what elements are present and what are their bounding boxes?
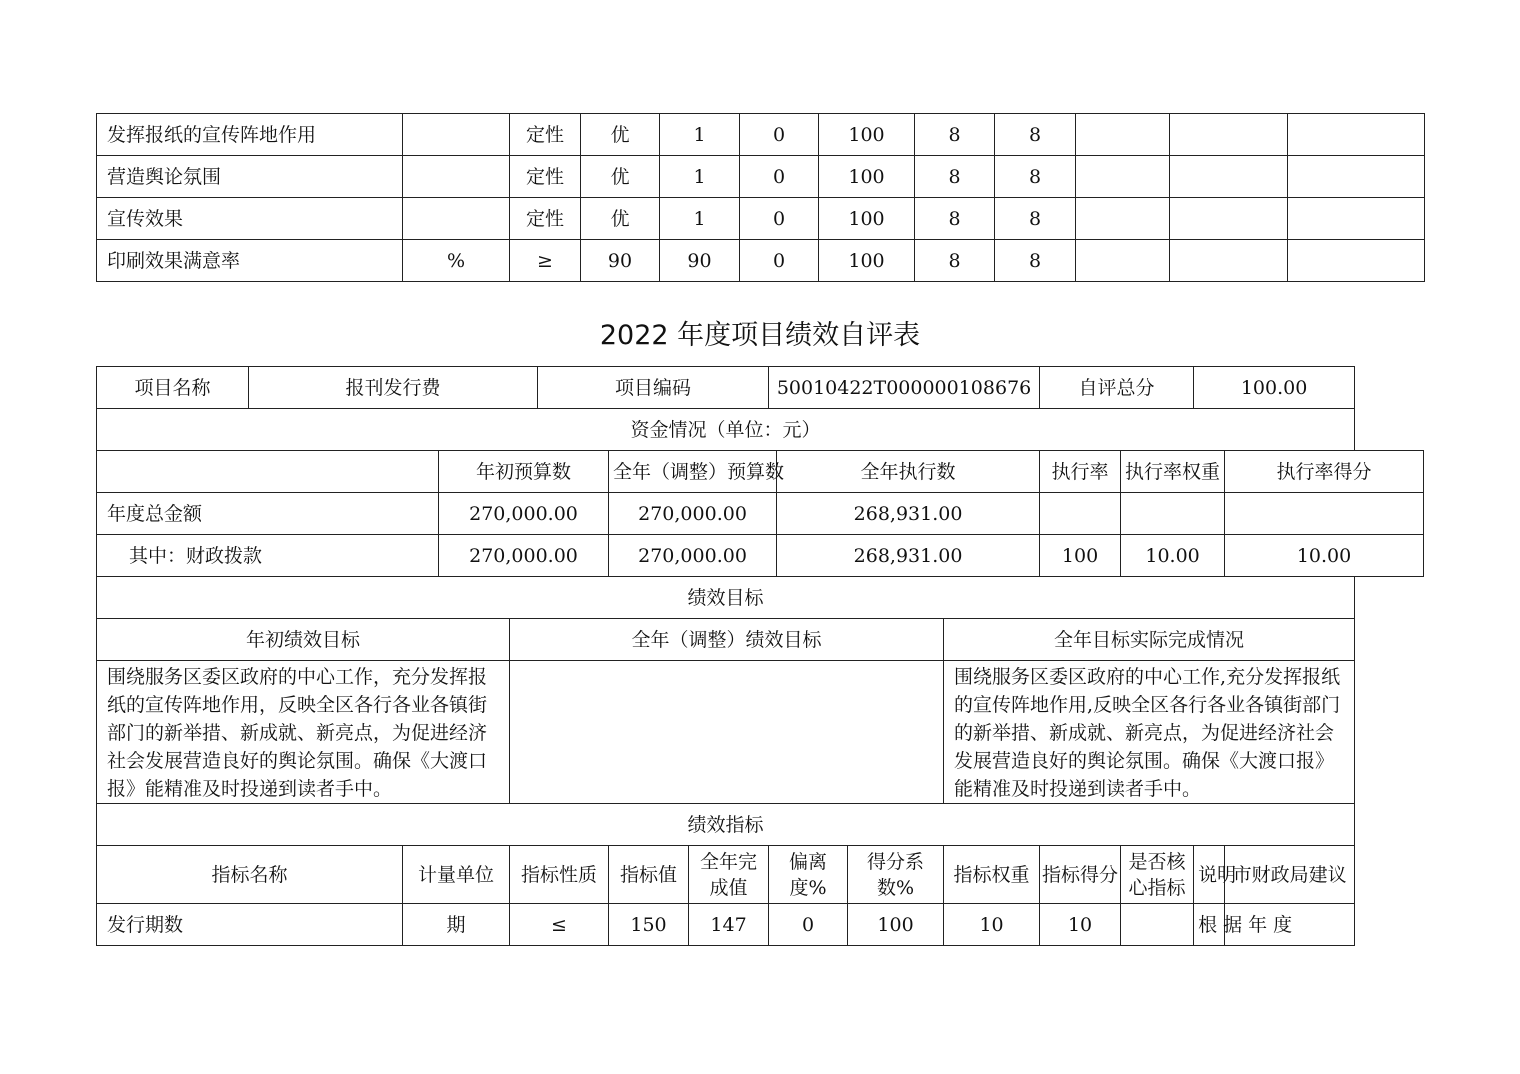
ind-header-unit: 计量单位 [403,846,510,904]
top-cell-unit [403,156,510,198]
funds-fiscal-rate-score: 10.00 [1225,535,1424,577]
top-cell-advice [1288,198,1425,240]
project-code-value: 50010422T000000108676 [769,367,1040,409]
goals-header-row [97,619,1424,661]
top-cell-unit [403,198,510,240]
goals-text-row [97,661,1424,804]
ind-header-completed: 全年完成值 [689,846,769,904]
funds-fiscal-rate-weight: 10.00 [1121,535,1225,577]
ind-header-coef: 得分系数% [848,846,944,904]
top-cell-coef: 100 [819,198,915,240]
ind-row-coef: 100 [848,904,944,946]
ind-header-name: 指标名称 [97,846,403,904]
page-title: 2022 年度项目绩效自评表 [599,320,921,351]
top-cell-note [1170,156,1288,198]
top-cell-advice [1288,156,1425,198]
funds-header-initial: 年初预算数 [439,451,609,493]
ind-row-nature: ≤ [510,904,609,946]
ind-header-note: 说明 [1194,846,1225,904]
project-row [97,367,1424,409]
top-cell-coef: 100 [819,240,915,282]
funds-fiscal-row [97,535,1424,577]
goals-section-label: 绩效目标 [97,577,1355,619]
funds-header-rate-weight: 执行率权重 [1121,451,1225,493]
table-row [97,240,1425,282]
ind-row-unit: 期 [403,904,510,946]
project-code-label: 项目编码 [538,367,769,409]
funds-fiscal-executed: 268,931.00 [777,535,1040,577]
top-cell-note [1170,114,1288,156]
funds-total-row [97,493,1424,535]
top-cell-coef: 100 [819,156,915,198]
funds-header-blank [97,451,439,493]
goals-initial-label: 年初绩效目标 [97,619,510,661]
top-cell-weight: 8 [915,240,995,282]
performance-table [96,366,1424,946]
top-cell-deviation: 0 [740,240,819,282]
top-cell-advice [1288,114,1425,156]
top-cell-core [1076,198,1170,240]
funds-header-row [97,451,1424,493]
top-cell-weight: 8 [915,156,995,198]
top-cell-deviation: 0 [740,156,819,198]
top-cell-name: 印刷效果满意率 [97,240,403,282]
funds-fiscal-initial: 270,000.00 [439,535,609,577]
funds-header-adjusted: 全年（调整）预算数 [609,451,777,493]
top-cell-deviation: 0 [740,198,819,240]
ind-header-weight: 指标权重 [944,846,1040,904]
ind-header-core: 是否核心指标 [1121,846,1194,904]
funds-total-rate-weight [1121,493,1225,535]
goals-actual-text: 围绕服务区委区政府的中心工作,充分发挥报纸的宣传阵地作用,反映全区各行各业各镇街部门的新举措、新成就、新亮点，为促进经济社会发展营造良好的舆论氛围。确保《大渡口报》能精准及时投递到读者手中。 [944,661,1355,804]
funds-fiscal-adjusted: 270,000.00 [609,535,777,577]
goals-initial-text: 围绕服务区委区政府的中心工作，充分发挥报纸的宣传阵地作用，反映全区各行各业各镇街部门的新举措、新成就、新亮点，为促进经济社会发展营造良好的舆论氛围。确保《大渡口报》能精准及时投递到读者手中。 [97,661,510,804]
top-cell-score: 8 [995,114,1076,156]
funds-total-label: 年度总金额 [97,493,439,535]
top-cell-unit [403,114,510,156]
self-score-value: 100.00 [1194,367,1355,409]
top-cell-unit: % [403,240,510,282]
ind-row-note: 根据年度 [1194,904,1225,946]
top-cell-core [1076,240,1170,282]
ind-header-advice: 市财政局建议 [1225,846,1355,904]
funds-section-label: 资金情况（单位：元） [97,409,1355,451]
funds-total-rate [1040,493,1121,535]
ind-row-weight: 10 [944,904,1040,946]
goals-actual-label: 全年目标实际完成情况 [944,619,1355,661]
top-cell-advice [1288,240,1425,282]
top-cell-target: 90 [581,240,660,282]
top-cell-note [1170,198,1288,240]
top-cell-name: 宣传效果 [97,198,403,240]
ind-row-core [1121,904,1194,946]
indicators-header-row [97,846,1424,904]
top-cell-target: 优 [581,198,660,240]
top-cell-deviation: 0 [740,114,819,156]
top-cell-target: 优 [581,156,660,198]
funds-header-rate-score: 执行率得分 [1225,451,1424,493]
indicator-row [97,904,1424,946]
funds-fiscal-rate: 100 [1040,535,1121,577]
funds-total-executed: 268,931.00 [777,493,1040,535]
table-row [97,114,1425,156]
top-cell-coef: 100 [819,114,915,156]
funds-header-rate: 执行率 [1040,451,1121,493]
top-cell-core [1076,156,1170,198]
top-cell-weight: 8 [915,198,995,240]
top-cell-core [1076,114,1170,156]
top-cell-nature: 定性 [510,156,581,198]
top-cell-note [1170,240,1288,282]
ind-header-value: 指标值 [609,846,689,904]
funds-total-rate-score [1225,493,1424,535]
top-cell-target: 优 [581,114,660,156]
top-cell-nature: ≥ [510,240,581,282]
ind-header-nature: 指标性质 [510,846,609,904]
indicator-table-continued [96,113,1425,282]
ind-header-deviation: 偏离度% [769,846,848,904]
top-cell-nature: 定性 [510,114,581,156]
funds-header-executed: 全年执行数 [777,451,1040,493]
ind-row-deviation: 0 [769,904,848,946]
ind-header-score: 指标得分 [1040,846,1121,904]
goals-adjusted-text [510,661,944,804]
top-cell-score: 8 [995,198,1076,240]
self-score-label: 自评总分 [1040,367,1194,409]
top-cell-actual: 90 [660,240,740,282]
top-cell-name: 发挥报纸的宣传阵地作用 [97,114,403,156]
top-cell-actual: 1 [660,114,740,156]
funds-fiscal-label: 其中：财政拨款 [97,535,439,577]
table-row [97,198,1425,240]
top-cell-name: 营造舆论氛围 [97,156,403,198]
indicators-section-label: 绩效指标 [97,804,1355,846]
funds-total-adjusted: 270,000.00 [609,493,777,535]
top-cell-actual: 1 [660,156,740,198]
ind-row-score: 10 [1040,904,1121,946]
ind-row-completed: 147 [689,904,769,946]
goals-adjusted-label: 全年（调整）绩效目标 [510,619,944,661]
top-cell-score: 8 [995,240,1076,282]
project-name-label: 项目名称 [97,367,249,409]
table-row [97,156,1425,198]
top-cell-nature: 定性 [510,198,581,240]
top-cell-weight: 8 [915,114,995,156]
ind-row-value: 150 [609,904,689,946]
project-name-value: 报刊发行费 [249,367,538,409]
ind-row-name: 发行期数 [97,904,403,946]
top-cell-score: 8 [995,156,1076,198]
funds-total-initial: 270,000.00 [439,493,609,535]
top-cell-actual: 1 [660,198,740,240]
